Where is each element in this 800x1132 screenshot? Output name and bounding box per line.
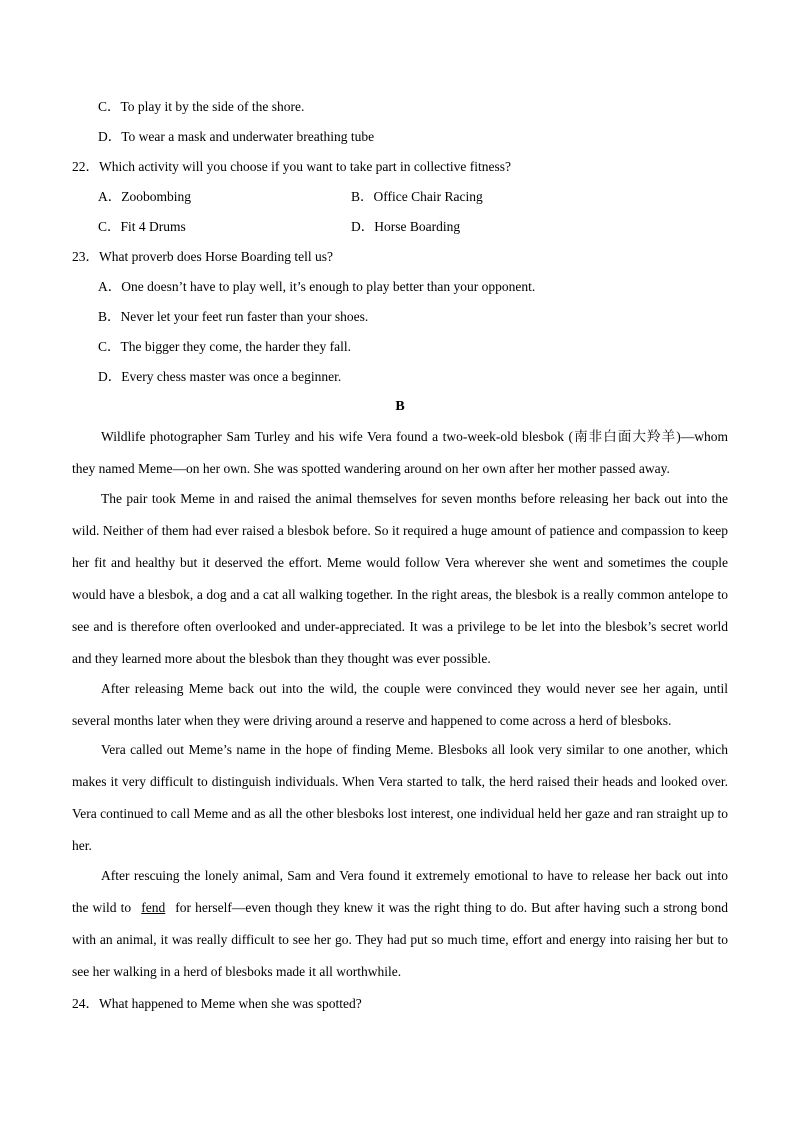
paragraph-5-text-after: for herself—even though they knew it was the right thing to do. But after having such a strong bond with an animal, it was really difficult to see her go. They had put so much time, effort and energy into raising her but to see her walking in a herd of blesboks made it all worthwhile.: [72, 900, 729, 979]
q22-option-b: B．Office Chair Racing: [351, 189, 483, 204]
q23-stem: 23．What proverb does Horse Boarding tell us?: [72, 249, 333, 264]
passage-paragraph-4: Vera called out Meme’s name in the hope of finding Meme. Blesboks all look very similar to one another, which makes it very difficult to distinguish individuals. When Vera started to talk, the herd raised their heads and looked over. Vera continued to call Meme and as all the other blesboks lost interest, one individual held her gaze and ran straight up to her.: [72, 742, 728, 853]
q22-option-a: A．Zoobombing: [98, 189, 191, 204]
passage-paragraph-2: The pair took Meme in and raised the animal themselves for seven months before releasing her back out into the wild. Neither of them had ever raised a blesbok before. So it required a huge amount of patience and compassion to keep her fit and healthy but it deserved the effort. Meme would follow Vera wherever she went and sometimes the couple would have a blesbok, a dog and a cat all walking together. In the right areas, the blesbok is a really common antelope to see and is therefore often overlooked and under-appreciated. It was a privilege to be let into the blesbok’s secret world and they learned more about the blesbok than they thought was ever possible.: [72, 491, 728, 666]
passage-paragraph-5: [72, 860, 728, 988]
q22-option-d: D．Horse Boarding: [351, 219, 461, 234]
passage-paragraph-3: After releasing Meme back out into the wild, the couple were convinced they would never see her again, until several months later when they were driving around a reserve and happened to come across a herd of blesboks.: [72, 681, 728, 728]
underlined-word-fend: fend: [141, 900, 166, 915]
q22-option-c: C．Fit 4 Drums: [98, 219, 186, 234]
q23-option-a: A．One doesn’t have to play well, it’s enough to play better than your opponent.: [98, 279, 536, 294]
q23-option-b: B．Never let your feet run faster than your shoes.: [98, 309, 369, 324]
q23-option-d: D．Every chess master was once a beginner.: [98, 369, 342, 384]
q21-option-d: D．To wear a mask and underwater breathing tube: [98, 129, 375, 144]
paragraph-5-text-before: After rescuing the lonely animal, Sam and Vera found it extremely emotional to have to release her back out into the wild to: [72, 868, 728, 915]
q21-option-c: C．To play it by the side of the shore.: [98, 99, 305, 114]
passage-paragraph-1: Wildlife photographer Sam Turley and his wife Vera found a two-week-old blesbok (南非白面大羚羊)—whom they named Meme—on her own. She was spotted wandering around on her own after her mother passed away.: [72, 429, 728, 476]
q23-option-c: C．The bigger they come, the harder they fall.: [98, 339, 352, 354]
q22-stem: 22．Which activity will you choose if you want to take part in collective fitness?: [72, 159, 512, 174]
q24-stem: 24．What happened to Meme when she was spotted?: [72, 996, 362, 1011]
section-heading: B: [395, 399, 405, 414]
